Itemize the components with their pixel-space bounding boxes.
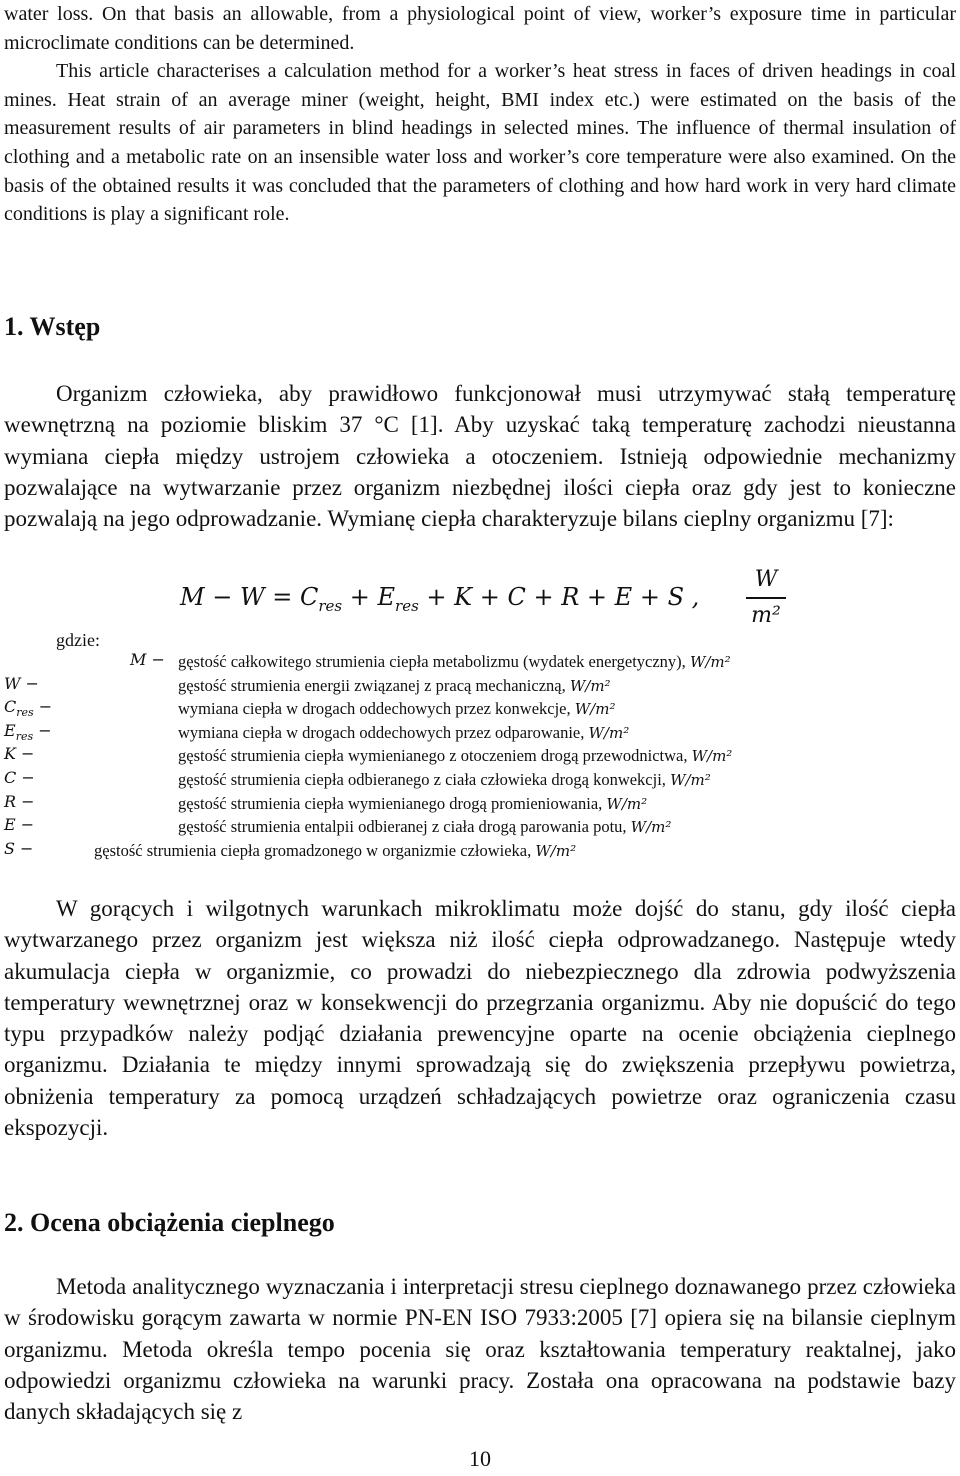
abstract [4,0,956,229]
definition-text: wymiana ciepła w drogach oddechowych przez konwekcje, W/m² [178,699,616,719]
definition-row [4,674,904,698]
definition-row [4,697,904,721]
definition-row [4,650,904,674]
definition-symbol: E − [4,815,35,835]
symbol-definitions [4,650,904,862]
section-1-body [4,378,956,534]
definition-symbol: R − [4,791,35,811]
definition-symbol: $C_{res}$ − [4,697,53,720]
definition-text: gęstość strumienia energii związanej z pracą mechaniczną, W/m² [178,675,611,695]
definition-text: gęstość strumienia ciepła wymienianego z otoczeniem drogą przewodnictwa, W/m² [178,746,733,766]
section-2-heading: 2. Ocena obciążenia cieplnego [4,1208,335,1237]
heat-balance-formula: $M - W = C_{res} + E_{res} + K + C + R + E + S$ , [180,583,700,615]
definition-symbol: W − [4,673,39,693]
fraction-bar [746,597,786,599]
section-2-body [4,1271,956,1427]
definition-row [4,792,904,816]
definition-symbol: M − [130,650,165,669]
section-1-paragraph-2: W gorących i wilgotnych warunkach mikroklimatu może dojść do stanu, gdy ilość ciepła wytwarzanego przez organizm jest większa niż ilość ciepła odprowadzanego. Następuje wtedy akumulacja ciepła w organizmie, co prowadzi do niebezpiecznego dla zdrowia podwyższenia temperatury wewnętrznej oraz w konsekwencji do przegrzania organizmu. Aby nie dopuścić do tego typu przypadków należy podjąć działania prewencyjne oparte na ocenie obciążenia cieplnego organizmu. Działania te między innymi sprowadzają się do zwiększenia przepływu powietrza, obniżenia temperatury za pomocą urządzeń schładzających powietrze oraz ograniczenia czasu ekspozycji. [4,896,956,1141]
definition-row [4,839,904,863]
formula-unit-fraction [746,566,786,630]
abstract-paragraph-1: water loss. On that basis an allowable, from a physiological point of view, worker’s exposure time in particular microclimate conditions can be determined. [4,3,956,54]
definition-row [4,815,904,839]
definition-row [4,721,904,745]
definition-text: gęstość strumienia entalpii odbieranej z ciała drogą parowania potu, W/m² [178,817,672,837]
page-number: 10 [469,1446,491,1471]
unit-numerator: W [754,567,778,592]
definition-text: gęstość całkowitego strumienia ciepła metabolizmu (wydatek energetyczny), W/m² [178,652,731,671]
definition-text: gęstość strumienia ciepła gromadzonego w organizmie człowieka, W/m² [94,840,577,860]
definition-text: gęstość strumienia ciepła odbieranego z ciała człowieka drogą konwekcji, W/m² [178,769,711,789]
definition-symbol: C − [4,767,35,787]
where-label: gdzie: [56,630,100,650]
definition-symbol: $E_{res}$ − [4,720,52,743]
definition-text: gęstość strumienia ciepła wymienianego drogą promieniowania, W/m² [178,793,648,813]
unit-denominator: m² [751,602,781,628]
definition-symbol: S − [4,838,34,858]
definition-row [4,768,904,792]
definition-symbol: K − [4,744,35,764]
section-1-body-2 [4,893,956,1143]
section-2-paragraph-1: Metoda analitycznego wyznaczania i interpretacji stresu cieplnego doznawanego przez człowieka w środowisku gorącym zawarta w normie PN-EN ISO 7933:2005 [7] opiera się na bilansie cieplnym organizmu. Metoda określa tempo pocenia się oraz kształtowania temperatury reaktalnej, jako odpowiedzi organizmu człowieka na warunki pracy. Została ona opracowana na podstawie bazy danych składających się z [4,1274,956,1425]
definition-row [4,744,904,768]
section-1-paragraph-1: Organizm człowieka, aby prawidłowo funkcjonował musi utrzymywać stałą temperaturę wewnętrzną na poziomie bliskim 37 °C [1]. Aby uzyskać taką temperaturę zachodzi nieustanna wymiana ciepła między ustrojem człowieka a otoczeniem. Istnieją odpowiednie mechanizmy pozwalające na wytwarzanie przez organizm niezbędnej ilości ciepła oraz gdy jest to konieczne pozwalają na jego odprowadzanie. Wymianę ciepła charakteryzuje bilans cieplny organizmu [7]: [4,381,956,532]
section-1-heading: 1. Wstęp [4,312,101,341]
abstract-paragraph-2: This article characterises a calculation method for a worker’s heat stress in faces of driven headings in coal mines. Heat strain of an average miner (weight, height, BMI index etc.) were estimated on the basis of the measurement results of air parameters in blind headings in selected mines. The influence of thermal insulation of clothing and a metabolic rate on an insensible water loss and worker’s core temperature were also examined. On the basis of the obtained results it was concluded that the parameters of clothing and how hard work in very hard climate conditions is play a significant role. [4,60,956,226]
definition-text: wymiana ciepła w drogach oddechowych przez odparowanie, W/m² [178,722,630,742]
